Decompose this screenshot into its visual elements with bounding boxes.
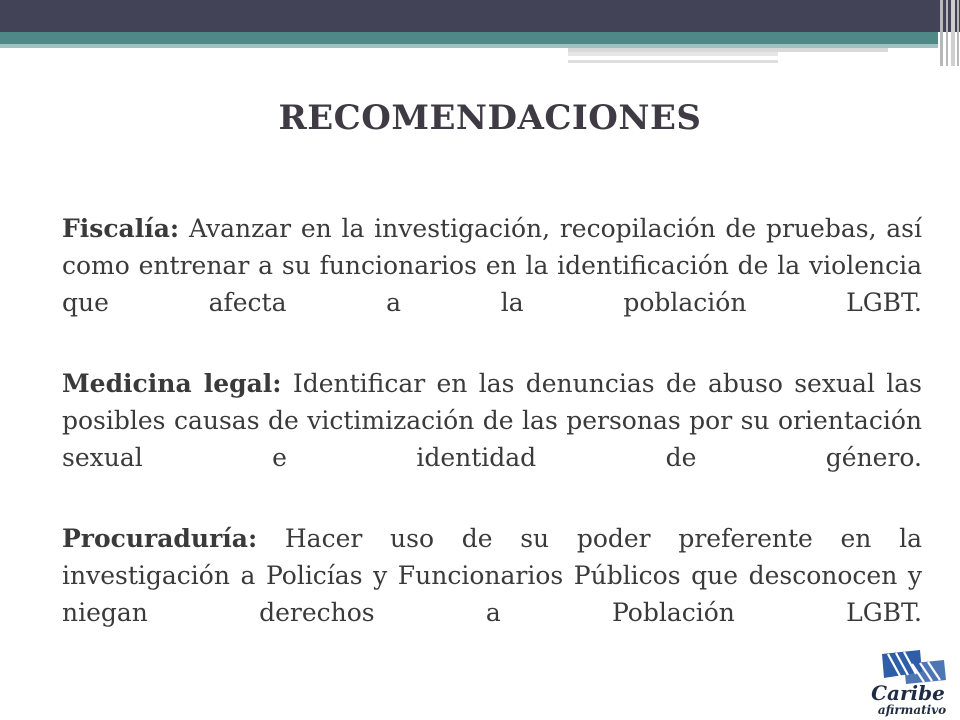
caribe-afirmativo-logo xyxy=(860,648,956,718)
recommendation-paragraph xyxy=(62,520,922,631)
slide-title: RECOMENDACIONES xyxy=(278,98,702,138)
corner-stripes xyxy=(938,0,960,66)
recommendation-paragraph xyxy=(62,365,922,476)
paragraph-text: Identificar en las denuncias de abuso sexual las posibles causas de victimización de las personas por su orientación sexual e identidad de género. xyxy=(62,369,922,472)
svg-text:afirmativo: afirmativo xyxy=(877,703,947,717)
top-bar-teal xyxy=(0,32,938,44)
paragraph-label: Fiscalía: xyxy=(62,214,180,243)
top-bar-dark xyxy=(0,0,960,32)
recommendation-paragraph xyxy=(62,210,922,321)
paragraph-label: Medicina legal: xyxy=(62,369,282,398)
svg-text:Caribe: Caribe xyxy=(871,681,945,705)
accent-line xyxy=(568,52,778,56)
paragraph-text: Hacer uso de su poder preferente en la investigación a Policías y Funcionarios Públicos que desconocen y niegan derechos a Población LGBT. xyxy=(62,524,922,627)
slide-body xyxy=(62,210,922,631)
accent-line xyxy=(568,60,778,63)
paragraph-text: Avanzar en la investigación, recopilación de pruebas, así como entrenar a su funcionarios en la identificación de la violencia que afecta a la población LGBT. xyxy=(62,214,922,317)
paragraph-label: Procuraduría: xyxy=(62,524,258,553)
